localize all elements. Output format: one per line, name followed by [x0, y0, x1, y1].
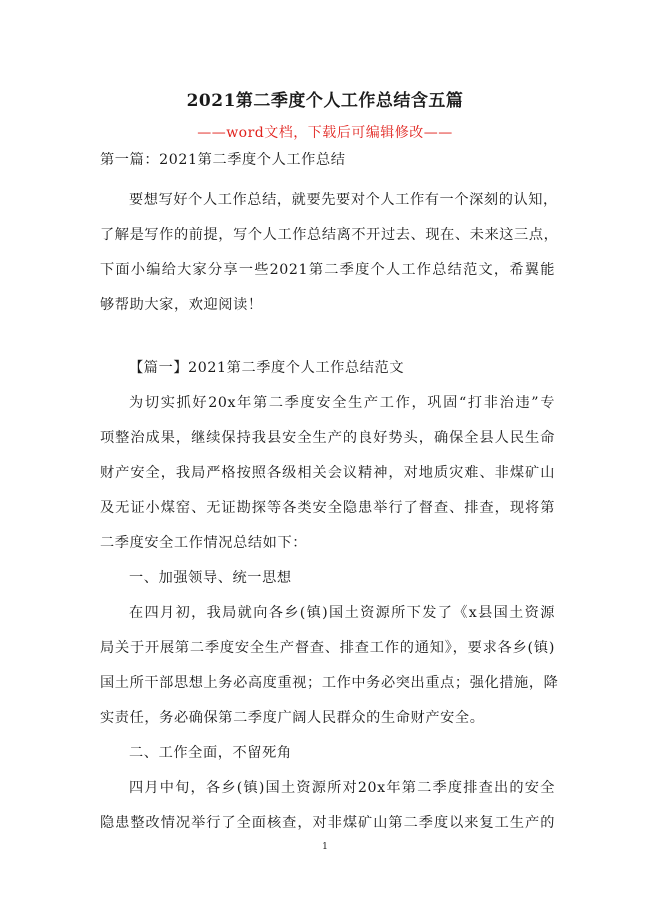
- paragraph-line: 财产安全，我局严格按照各级相关会议精神，对地质灾难、非煤矿山: [100, 465, 555, 481]
- paragraph-line: 二季度安全工作情况总结如下：: [100, 535, 308, 551]
- section-heading: 第一篇：2021第二季度个人工作总结: [100, 152, 346, 168]
- paragraph-line: 局关于开展第二季度安全生产督查、排查工作的通知》，要求各乡(镇): [100, 640, 555, 656]
- paragraph-line: 为切实抓好20x年第二季度安全生产工作，巩固“打非治违”专: [129, 395, 555, 411]
- paragraph-line: 要想写好个人工作总结，就要先要对个人工作有一个深刻的认知，: [129, 192, 558, 208]
- subsection-heading: 一、加强领导、统一思想: [129, 570, 292, 586]
- page-number: 1: [322, 842, 328, 852]
- paragraph-line: 四月中旬，各乡(镇)国土资源所对20x年第二季度排查出的安全: [129, 780, 555, 796]
- paragraph-line: 在四月初，我局就向各乡(镇)国土资源所下发了《x县国土资源: [129, 605, 555, 621]
- paragraph-line: 项整治成果，继续保持我县安全生产的良好势头，确保全县人民生命: [100, 430, 555, 446]
- paragraph-line: 实责任，务必确保第二季度广阔人民群众的生命财产安全。: [100, 710, 485, 726]
- paragraph-line: 隐患整改情况举行了全面核查，对非煤矿山第二季度以来复工生产的: [100, 815, 555, 831]
- paragraph-line: 及无证小煤窑、无证勘探等各类安全隐患举行了督查、排查，现将第: [100, 500, 555, 516]
- document-title: 2021第二季度个人工作总结含五篇: [186, 91, 464, 111]
- paragraph-line: 国土所干部思想上务必高度重视；工作中务必突出重点；强化措施，降: [100, 675, 559, 691]
- paragraph-line: 够帮助大家，欢迎阅读！: [100, 297, 263, 313]
- subsection-heading: 二、工作全面，不留死角: [129, 745, 292, 761]
- paragraph-line: 了解是写作的前提，写个人工作总结离不开过去、现在、未来这三点，: [100, 227, 559, 243]
- section-heading: 【篇一】2021第二季度个人工作总结范文: [129, 360, 405, 376]
- document-subtitle: ——word文档，下载后可编辑修改——: [197, 125, 453, 141]
- paragraph-line: 下面小编给大家分享一些2021第二季度个人工作总结范文，希翼能: [100, 262, 555, 278]
